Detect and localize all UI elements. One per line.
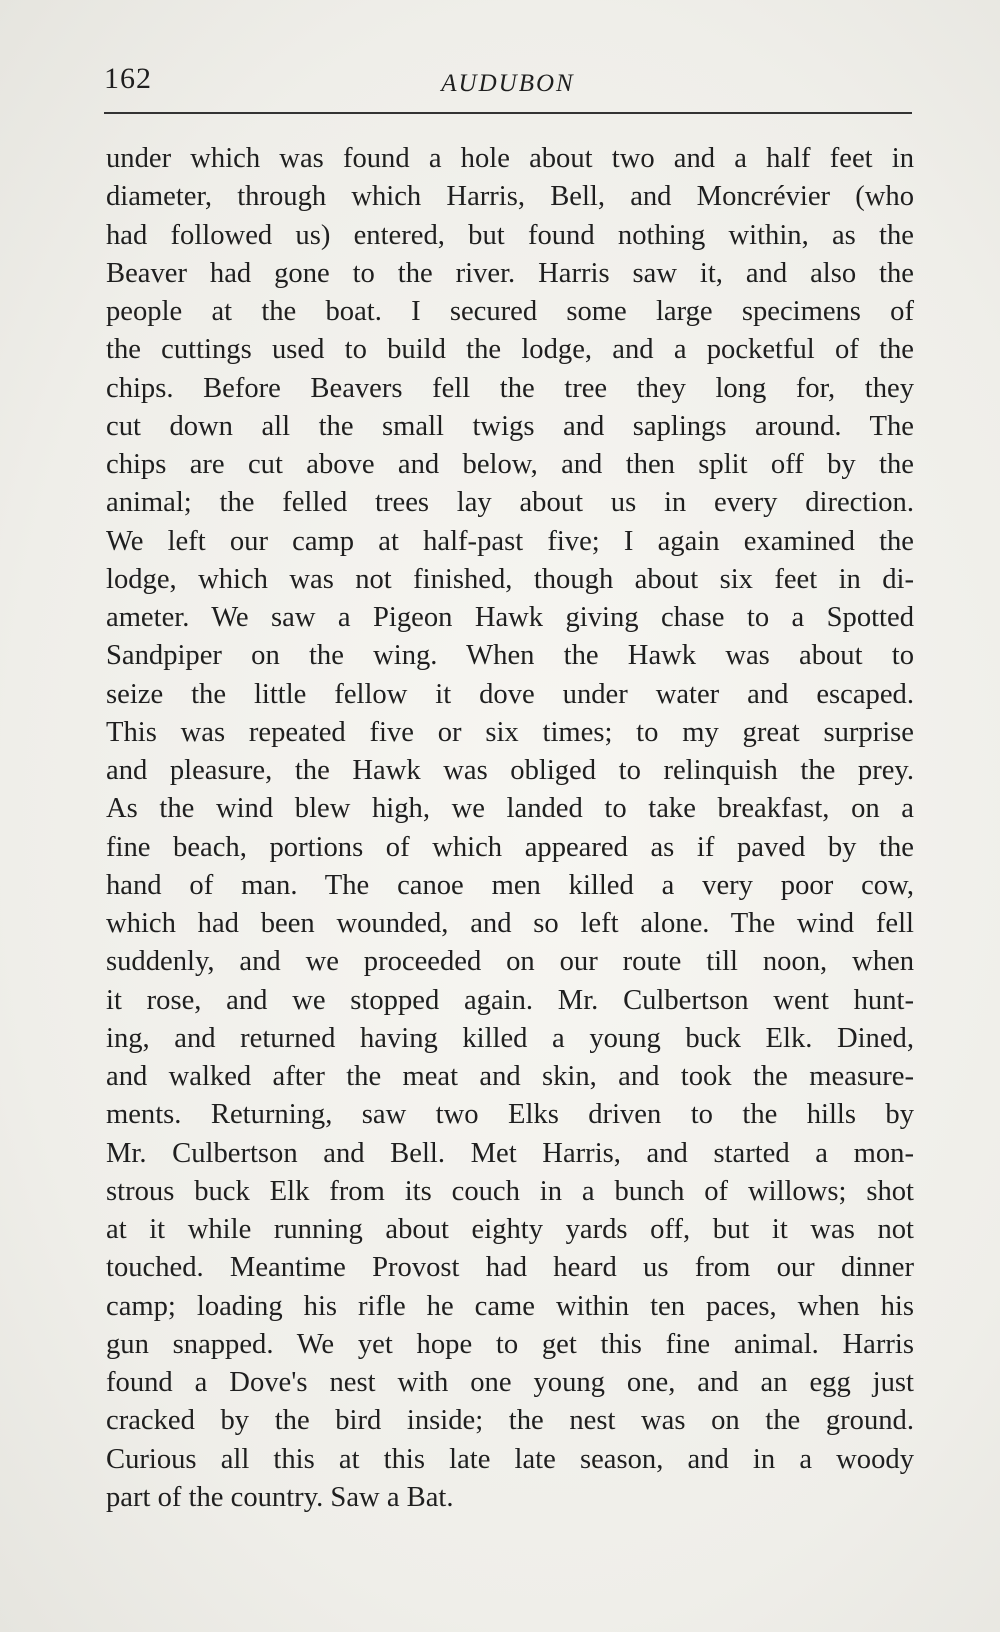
text-line: chips. Before Beavers fell the tree they long for, they (106, 372, 914, 404)
text-line: which had been wounded, and so left alone. The wind fell (106, 908, 914, 939)
text-line: diameter, through which Harris, Bell, and Moncrévier (who (106, 181, 914, 213)
text-line: the cuttings used to build the lodge, and a pocketful of the (106, 334, 914, 366)
text-line: suddenly, and we proceeded on our route till noon, when (106, 946, 914, 978)
page-header (104, 62, 912, 110)
text-line: part of the country. Saw a Bat. (106, 1481, 454, 1513)
text-line: animal; the felled trees lay about us in every direction. (106, 487, 914, 519)
text-line: Sandpiper on the wing. When the Hawk was about to (106, 640, 914, 672)
text-line: had followed us) entered, but found nothing within, as the (106, 219, 914, 251)
text-line: cut down all the small twigs and saplings around. The (106, 410, 914, 442)
text-line: As the wind blew high, we landed to take breakfast, on a (106, 793, 914, 825)
text-line: it rose, and we stopped again. Mr. Culbertson went hunt- (106, 984, 914, 1016)
text-line: We left our camp at half-past five; I again examined the (106, 525, 914, 557)
text-line: people at the boat. I secured some large specimens of (106, 296, 914, 327)
text-line: lodge, which was not finished, though about six feet in di- (106, 563, 914, 595)
text-line: and pleasure, the Hawk was obliged to relinquish the prey. (106, 755, 914, 786)
text-line: strous buck Elk from its couch in a bunch of willows; shot (106, 1175, 914, 1207)
body-text (106, 140, 914, 1517)
text-line: found a Dove's nest with one young one, and an egg just (106, 1367, 914, 1398)
text-line: Beaver had gone to the river. Harris saw it, and also the (106, 257, 914, 289)
text-line: at it while running about eighty yards off, but it was not (106, 1214, 914, 1245)
text-line: cracked by the bird inside; the nest was on the ground. (106, 1405, 914, 1437)
text-line: ameter. We saw a Pigeon Hawk giving chase to a Spotted (106, 602, 914, 633)
text-line: ing, and returned having killed a young buck Elk. Dined, (106, 1022, 914, 1054)
text-line: fine beach, portions of which appeared as if paved by the (106, 831, 914, 863)
page-number: 162 (104, 62, 152, 95)
text-line: and walked after the meat and skin, and took the measure- (106, 1061, 914, 1092)
text-line: hand of man. The canoe men killed a very poor cow, (106, 869, 914, 901)
text-line: chips are cut above and below, and then split off by the (106, 449, 914, 480)
text-line: ments. Returning, saw two Elks driven to the hills by (106, 1099, 914, 1131)
text-line: Mr. Culbertson and Bell. Met Harris, and started a mon- (106, 1137, 914, 1169)
text-line: gun snapped. We yet hope to get this fine animal. Harris (106, 1328, 914, 1360)
text-line: camp; loading his rifle he came within ten paces, when his (106, 1290, 914, 1322)
text-line: touched. Meantime Provost had heard us from our dinner (106, 1252, 914, 1284)
header-rule (104, 112, 912, 114)
text-line: seize the little fellow it dove under water and escaped. (106, 678, 914, 710)
running-head: AUDUBON (441, 70, 575, 97)
text-line: Curious all this at this late late season, and in a woody (106, 1443, 914, 1475)
text-line: under which was found a hole about two and a half feet in (106, 143, 914, 174)
text-line: This was repeated five or six times; to my great surprise (106, 716, 914, 748)
